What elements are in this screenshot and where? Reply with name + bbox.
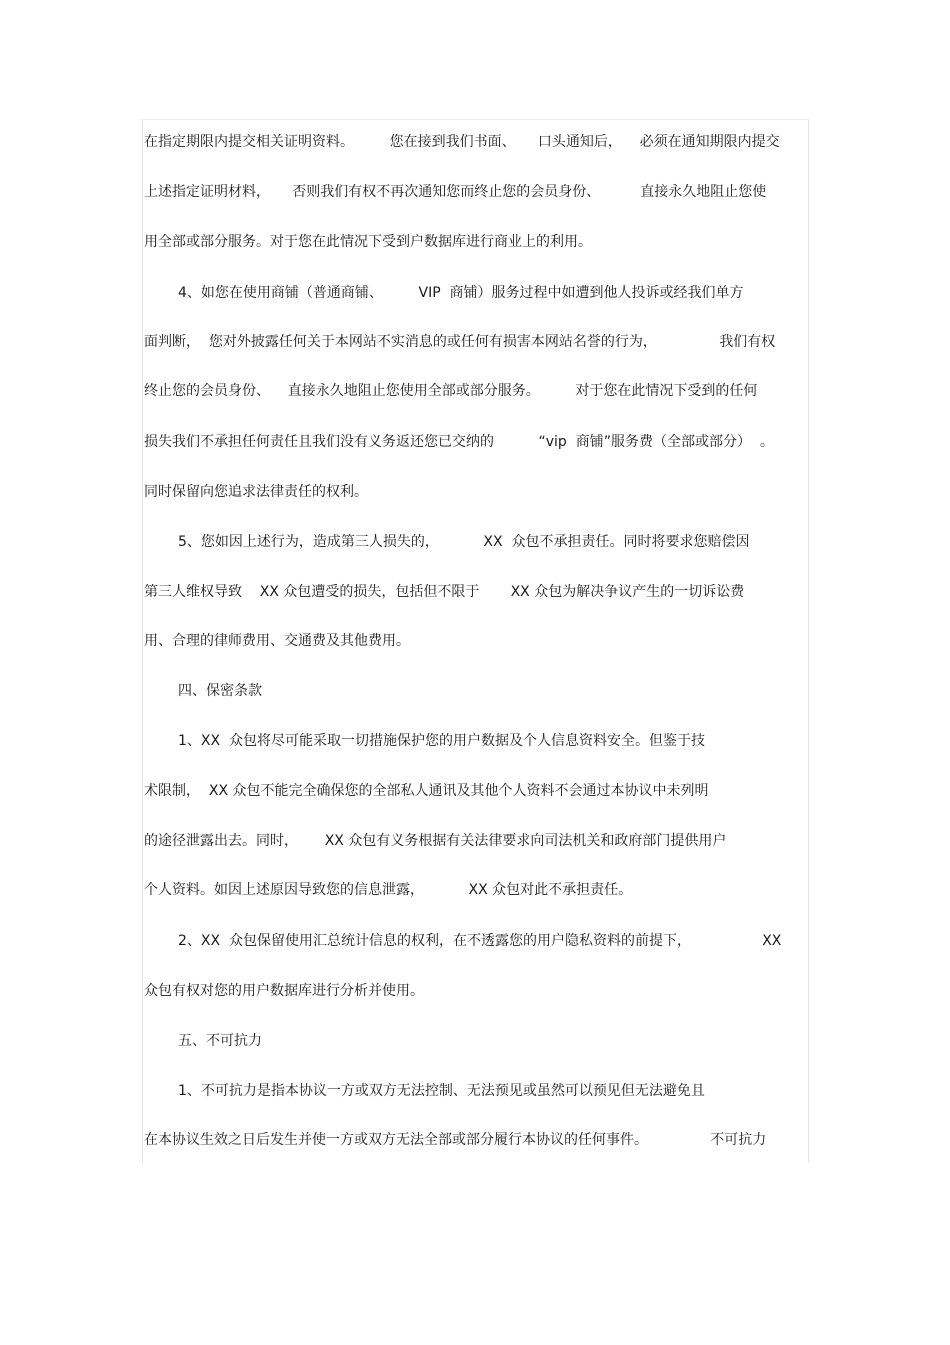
text-line: 用全部或部分服务。对于您在此情况下受到户数据库进行商业上的利用。 [144, 234, 592, 250]
text-line: 术限制， XX 众包不能完全确保您的全部私人通讯及其他个人资料不会通过本协议中未列明 [144, 783, 709, 799]
text-line: 终止您的会员身份、 直接永久地阻止您使用全部或部分服务。 对于您在此情况下受到的任何 [144, 383, 758, 399]
text-line: 损失我们不承担任何责任且我们没有义务返还您已交纳的 “vip 商铺”服务费（全部或部分） 。 [144, 434, 774, 450]
text-line: 众包有权对您的用户数据库进行分析并使用。 [144, 983, 424, 999]
text-line: 第三人维权导致 XX 众包遭受的损失，包括但不限于 XX 众包为解决争议产生的一切诉讼费 [144, 584, 745, 600]
section-heading: 五、不可抗力 [178, 1033, 262, 1049]
text-line: 同时保留向您追求法律责任的权利。 [144, 484, 368, 500]
paragraph-start-line: 1、XX 众包将尽可能采取一切措施保护您的用户数据及个人信息资料安全。但鉴于技 [178, 733, 705, 749]
section-heading: 四、保密条款 [178, 683, 262, 699]
text-line: 的途径泄露出去。同时， XX 众包有义务根据有关法律要求向司法机关和政府部门提供用户 [144, 833, 727, 849]
text-line: 在本协议生效之日后发生并使一方或双方无法全部或部分履行本协议的任何事件。 不可抗力 [144, 1132, 767, 1148]
paragraph-start-line: 4、如您在使用商铺（普通商铺、 VIP 商铺）服务过程中如遭到他人投诉或经我们单方 [178, 285, 744, 301]
text-line: 面判断， 您对外披露任何关于本网站不实消息的或任何有损害本网站名誉的行为， 我们有权 [144, 334, 776, 350]
paragraph-start-line: 1、不可抗力是指本协议一方或双方无法控制、无法预见或虽然可以预见但无法避免且 [178, 1083, 705, 1099]
text-line: 用、合理的律师费用、交通费及其他费用。 [144, 633, 410, 649]
text-line: 上述指定证明材料， 否则我们有权不再次通知您而终止您的会员身份、 直接永久地阻止您使 [144, 184, 767, 200]
text-line: 个人资料。如因上述原因导致您的信息泄露， XX 众包对此不承担责任。 [144, 882, 633, 898]
text-line: 在指定期限内提交相关证明资料。 您在接到我们书面、 口头通知后， 必须在通知期限内提交 [144, 134, 780, 150]
paragraph-start-line: 2、XX 众包保留使用汇总统计信息的权利，在不透露您的用户隐私资料的前提下， XX [178, 933, 782, 949]
paragraph-start-line: 5、您如因上述行为，造成第三人损失的， XX 众包不承担责任。同时将要求您赔偿因 [178, 534, 750, 550]
